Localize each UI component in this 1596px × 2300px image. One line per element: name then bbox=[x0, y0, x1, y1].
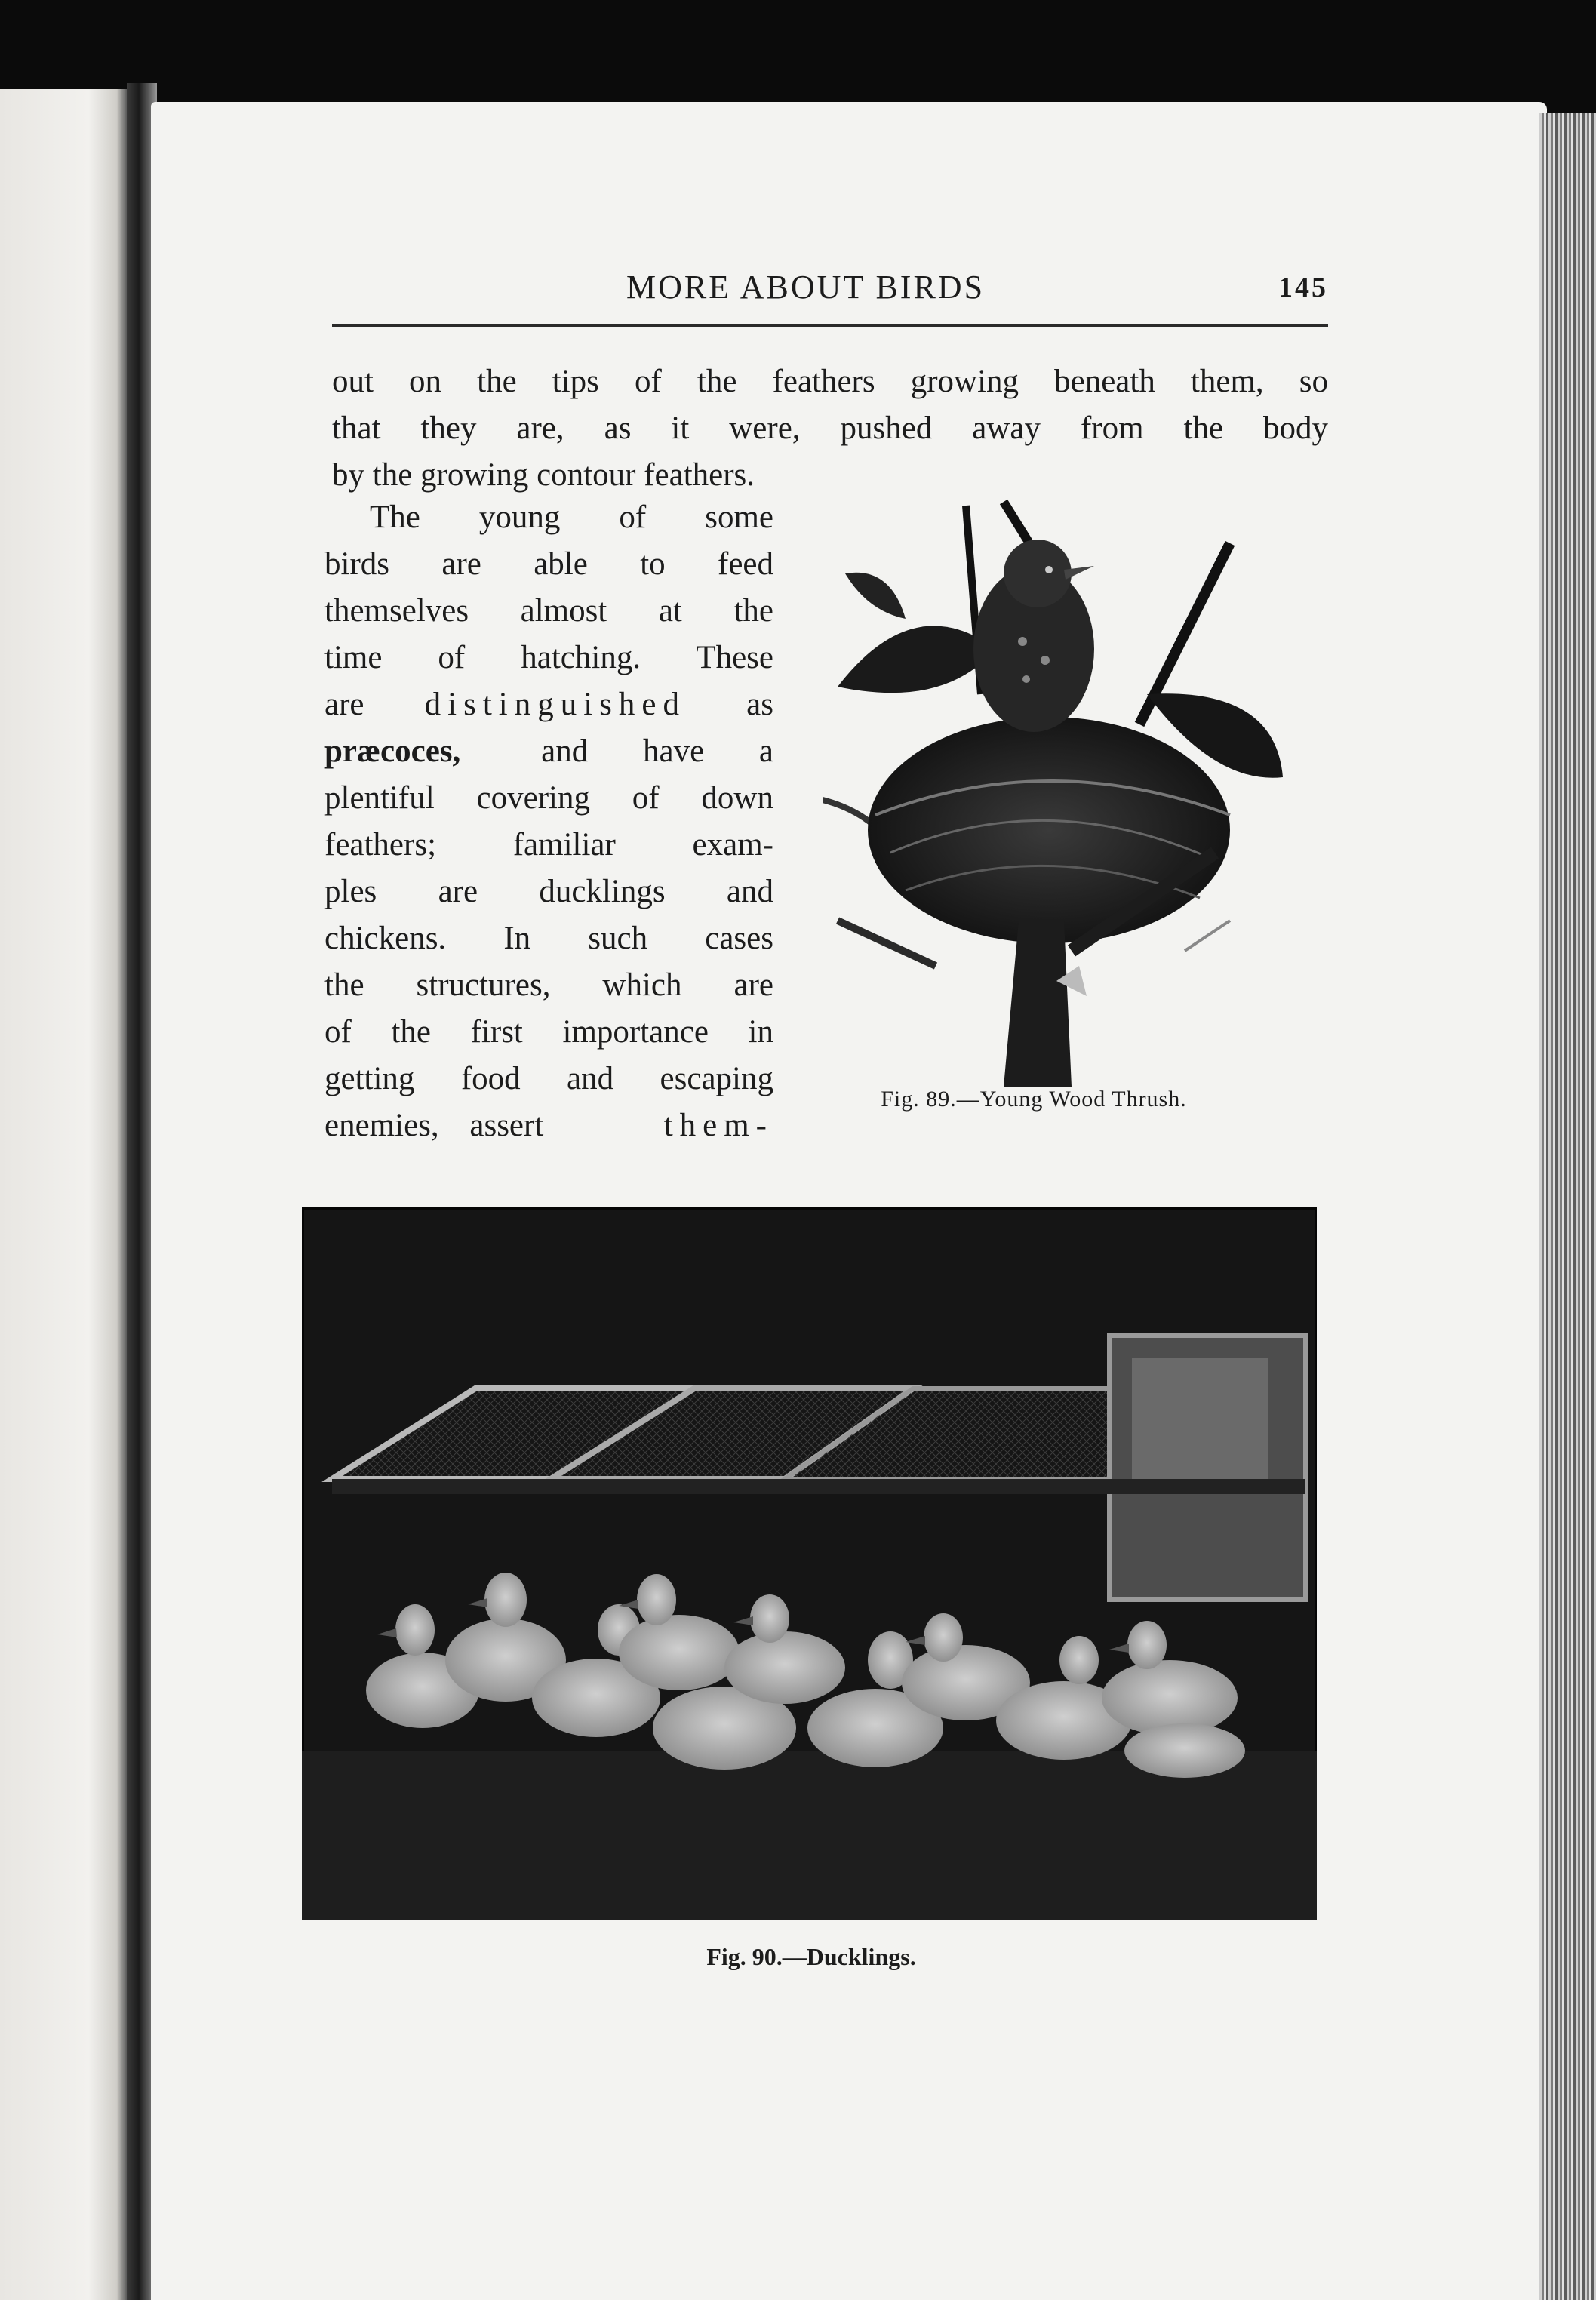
spaced-word: distinguished bbox=[424, 687, 686, 722]
word: are bbox=[324, 687, 364, 722]
spaced-word: them- bbox=[663, 1108, 773, 1143]
word-group: and have a bbox=[541, 733, 773, 769]
body-line: time of hatching. These bbox=[324, 640, 773, 675]
word: as bbox=[746, 687, 773, 722]
body-line bbox=[324, 681, 773, 728]
body-line: that they are, as it were, pushed away from the body bbox=[332, 410, 1328, 446]
body-line bbox=[324, 1102, 773, 1149]
body-line: out on the tips of the feathers growing beneath them, so bbox=[332, 364, 1328, 399]
body-line: of the first importance in bbox=[324, 1014, 773, 1050]
ducklings-photo bbox=[302, 1207, 1317, 1920]
running-head bbox=[332, 268, 1328, 313]
figure-caption: Fig. 89.—Young Wood Thrush. bbox=[881, 1087, 1187, 1112]
body-line: The young of some bbox=[370, 500, 773, 535]
body-line: birds are able to feed bbox=[324, 546, 773, 582]
figure-caption: Fig. 90.—Ducklings. bbox=[706, 1943, 916, 1970]
body-line bbox=[324, 728, 773, 775]
body-line: by the growing contour feathers. bbox=[332, 457, 755, 493]
facing-page-edge bbox=[0, 89, 127, 2300]
page-stack-edge bbox=[1539, 113, 1596, 2300]
body-line: the structures, which are bbox=[324, 967, 773, 1003]
body-line: feathers; familiar exam- bbox=[324, 827, 773, 862]
page-number: 145 bbox=[1278, 272, 1328, 303]
wood-thrush-photo bbox=[823, 498, 1290, 1087]
running-title: MORE ABOUT BIRDS bbox=[626, 269, 986, 306]
bold-term: præcoces, bbox=[324, 733, 461, 769]
body-line: chickens. In such cases bbox=[324, 921, 773, 956]
body-line: themselves almost at the bbox=[324, 593, 773, 629]
header-rule bbox=[332, 324, 1328, 327]
word-group: enemies, assert bbox=[324, 1108, 544, 1143]
body-line: ples are ducklings and bbox=[324, 874, 773, 909]
body-line: getting food and escaping bbox=[324, 1061, 773, 1096]
body-line: plentiful covering of down bbox=[324, 780, 773, 816]
